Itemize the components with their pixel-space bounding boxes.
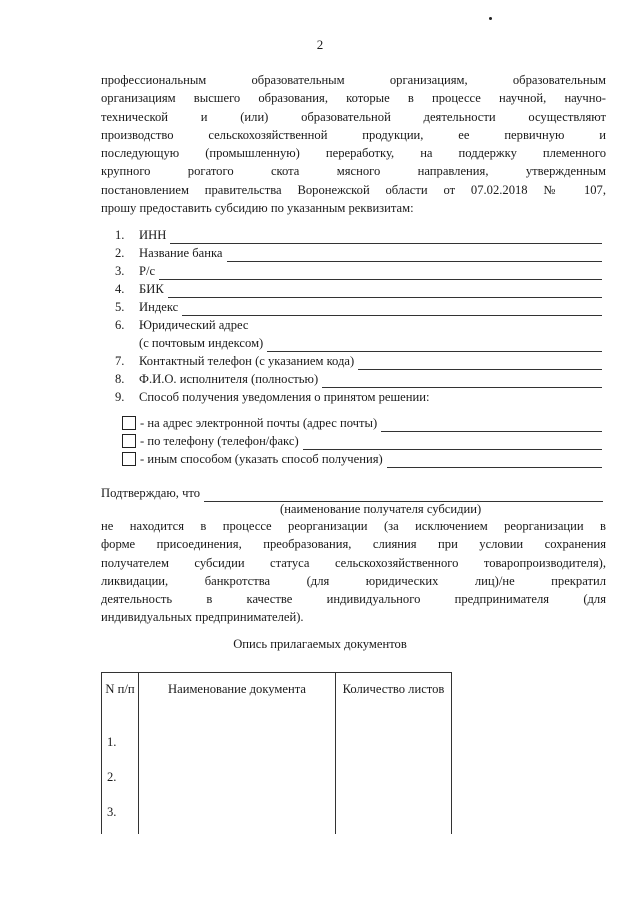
confirm-line: не находится в процессе реорганизации (за исключением реорганизации в (101, 519, 606, 533)
documents-table (101, 672, 452, 834)
field-bik: 4. БИК (115, 280, 602, 298)
intro-line: производство сельскохозяйственной продукции, ее первичную и (101, 127, 606, 142)
phone-checkbox[interactable] (122, 434, 136, 448)
notify-option-phone: - по телефону (телефон/факс) (122, 432, 602, 450)
field-postal-index: (с почтовым индексом) (139, 334, 602, 352)
col-sheets-header: Количество листов (336, 673, 452, 730)
confirm-line: получателем субсидии статуса сельскохозяйственного товаропроизводителя), (101, 555, 606, 570)
field-phone: 7. Контактный телефон (с указанием кода) (115, 352, 602, 370)
field-notify-method: 9. Способ получения уведомления о принятом решении: (115, 390, 430, 404)
field-inn: 1. ИНН (115, 226, 602, 244)
confirm-line: индивидуальных предпринимателей). (101, 610, 304, 625)
bik-input-line[interactable] (168, 284, 602, 298)
col-name-header: Наименование документа (139, 673, 336, 730)
executor-input-line[interactable] (322, 374, 602, 388)
table-row: 1. (102, 729, 452, 764)
intro-line: прошу предоставить субсидию по указанным реквизитам: (101, 201, 414, 216)
intro-line: крупного рогатого скота мясного направления, утвержденным (101, 164, 606, 179)
doc-sheets-cell[interactable] (336, 729, 452, 764)
field-legal-address: 6. Юридический адрес (115, 318, 249, 332)
field-index: 5. Индекс (115, 298, 602, 316)
other-method-input-line[interactable] (387, 454, 602, 468)
field-executor: 8. Ф.И.О. исполнителя (полностью) (115, 370, 602, 388)
confirm-line: ликвидации, банкротства (для юридических лиц)/не прекратил (101, 573, 606, 588)
doc-name-cell[interactable] (139, 729, 336, 764)
doc-sheets-cell[interactable] (336, 764, 452, 799)
account-input-line[interactable] (159, 266, 602, 280)
intro-paragraph (101, 71, 606, 217)
intro-line: технической и (или) образовательной деятельности осуществляют (101, 109, 606, 124)
phone-input-line[interactable] (358, 356, 602, 370)
intro-line: профессиональным образовательным организациям, образовательным (101, 73, 606, 87)
confirm-row: Подтверждаю, что (101, 484, 603, 502)
table-row: 3. (102, 799, 452, 834)
doc-name-cell[interactable] (139, 799, 336, 834)
inn-input-line[interactable] (170, 230, 602, 244)
legal-address-input-line[interactable] (267, 338, 602, 352)
table-row: 2. (102, 764, 452, 799)
other-checkbox[interactable] (122, 452, 136, 466)
intro-line: организациям высшего образования, которые в процессе научной, научно- (101, 91, 606, 106)
notify-option-email: - на адрес электронной почты (адрес почты) (122, 414, 602, 432)
intro-line: последующую (промышленную) переработку, на поддержку племенного (101, 146, 606, 161)
confirm-line: форме присоединения, преобразования, слияния при условии сохранения (101, 537, 606, 552)
index-input-line[interactable] (182, 302, 602, 316)
col-number-header: N п/п (102, 673, 139, 730)
page-number: 2 (316, 37, 324, 52)
confirm-line: деятельность в качестве индивидуального предпринимателя (для (101, 592, 606, 607)
scan-speck (489, 17, 492, 20)
doc-name-cell[interactable] (139, 764, 336, 799)
confirm-paragraph (101, 517, 606, 627)
phone-fax-input-line[interactable] (303, 436, 602, 450)
notify-option-other: - иным способом (указать способ получения) (122, 450, 602, 468)
field-account: 3. Р/с (115, 262, 602, 280)
table-header-row (102, 673, 452, 730)
intro-line: постановлением правительства Воронежской области от 07.02.2018 № 107, (101, 182, 606, 197)
bank-name-input-line[interactable] (227, 248, 602, 262)
email-checkbox[interactable] (122, 416, 136, 430)
email-input-line[interactable] (381, 418, 602, 432)
field-bank-name: 2. Название банка (115, 244, 602, 262)
doc-sheets-cell[interactable] (336, 799, 452, 834)
docs-title: Опись прилагаемых документов (233, 637, 407, 651)
recipient-caption: (наименование получателя субсидии) (280, 502, 482, 516)
